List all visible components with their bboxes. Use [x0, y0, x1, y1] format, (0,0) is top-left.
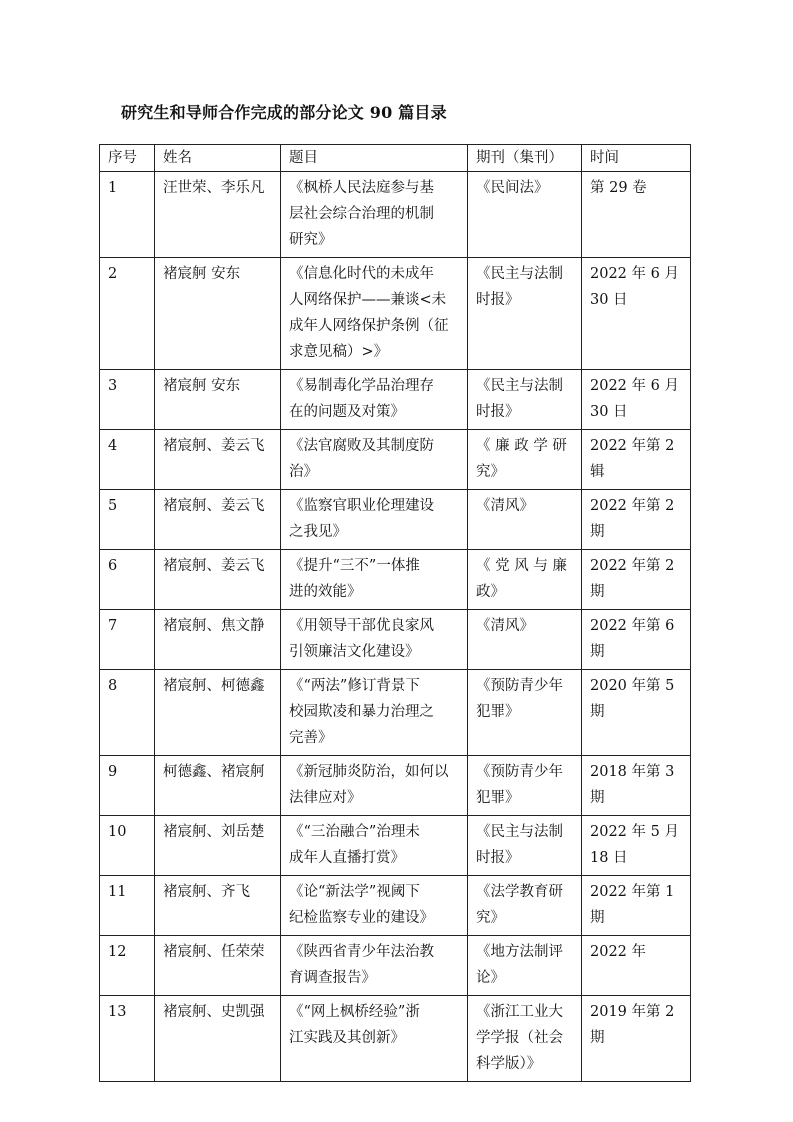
cell-seq: 8 — [100, 670, 155, 756]
table-row — [100, 876, 691, 936]
cell-title: 《监察官职业伦理建设 之我见》 — [281, 490, 468, 550]
table-header-row — [100, 145, 691, 172]
header-seq: 序号 — [100, 145, 155, 172]
cell-journal: 《民主与法制 时报》 — [468, 370, 582, 430]
cell-title: 《“两法”修订背景下 校园欺凌和暴力治理之 完善》 — [281, 670, 468, 756]
table-row — [100, 258, 691, 370]
cell-journal: 《民主与法制 时报》 — [468, 258, 582, 370]
paper-list-table — [99, 144, 691, 1082]
cell-seq: 4 — [100, 430, 155, 490]
cell-journal: 《清风》 — [468, 610, 582, 670]
cell-time: 2022 年第 1 期 — [582, 876, 691, 936]
cell-journal: 《地方法制评 论》 — [468, 936, 582, 996]
cell-time: 2022 年第 2 期 — [582, 490, 691, 550]
document-title: 研究生和导师合作完成的部分论文 90 篇目录 — [121, 103, 447, 122]
table-row — [100, 550, 691, 610]
cell-time: 2022 年 — [582, 936, 691, 996]
cell-journal: 《民主与法制 时报》 — [468, 816, 582, 876]
table-row — [100, 996, 691, 1082]
header-journal: 期刊（集刊） — [468, 145, 582, 172]
cell-seq: 7 — [100, 610, 155, 670]
cell-name: 柯德鑫、褚宸舸 — [155, 756, 281, 816]
cell-journal: 《民间法》 — [468, 172, 582, 258]
cell-title: 《论“新法学”视阈下 纪检监察专业的建设》 — [281, 876, 468, 936]
cell-time: 2019 年第 2 期 — [582, 996, 691, 1082]
cell-title: 《信息化时代的未成年 人网络保护——兼谈<未 成年人网络保护条例（征 求意见稿）>》 — [281, 258, 468, 370]
cell-seq: 12 — [100, 936, 155, 996]
cell-title: 《枫桥人民法庭参与基 层社会综合治理的机制 研究》 — [281, 172, 468, 258]
header-name: 姓名 — [155, 145, 281, 172]
cell-title: 《提升“三不”一体推 进的效能》 — [281, 550, 468, 610]
cell-seq: 1 — [100, 172, 155, 258]
cell-time: 第 29 卷 — [582, 172, 691, 258]
cell-time: 2022 年第 6 期 — [582, 610, 691, 670]
cell-name: 褚宸舸、任荣荣 — [155, 936, 281, 996]
cell-seq: 6 — [100, 550, 155, 610]
cell-journal: 《预防青少年 犯罪》 — [468, 670, 582, 756]
cell-seq: 2 — [100, 258, 155, 370]
table-row — [100, 670, 691, 756]
cell-time: 2022 年第 2 辑 — [582, 430, 691, 490]
table-row — [100, 936, 691, 996]
cell-title: 《“三治融合”治理未 成年人直播打赏》 — [281, 816, 468, 876]
cell-title: 《“网上枫桥经验”浙 江实践及其创新》 — [281, 996, 468, 1082]
cell-seq: 13 — [100, 996, 155, 1082]
cell-journal: 《浙江工业大 学学报（社会 科学版）》 — [468, 996, 582, 1082]
cell-title: 《新冠肺炎防治，如何以 法律应对》 — [281, 756, 468, 816]
header-title: 题目 — [281, 145, 468, 172]
cell-title: 《法官腐败及其制度防 治》 — [281, 430, 468, 490]
cell-name: 褚宸舸、齐飞 — [155, 876, 281, 936]
cell-journal: 《清风》 — [468, 490, 582, 550]
table-row — [100, 610, 691, 670]
cell-title: 《用领导干部优良家风 引领廉洁文化建设》 — [281, 610, 468, 670]
table-row — [100, 756, 691, 816]
cell-name: 褚宸舸、焦文静 — [155, 610, 281, 670]
cell-name: 褚宸舸、柯德鑫 — [155, 670, 281, 756]
cell-journal: 《 党 风 与 廉 政》 — [468, 550, 582, 610]
cell-seq: 11 — [100, 876, 155, 936]
cell-name: 褚宸舸、刘岳楚 — [155, 816, 281, 876]
cell-time: 2022 年 6 月 30 日 — [582, 370, 691, 430]
cell-seq: 5 — [100, 490, 155, 550]
header-time: 时间 — [582, 145, 691, 172]
table-row — [100, 490, 691, 550]
cell-time: 2020 年第 5 期 — [582, 670, 691, 756]
cell-title: 《陕西省青少年法治教 育调查报告》 — [281, 936, 468, 996]
cell-name: 褚宸舸、史凯强 — [155, 996, 281, 1082]
table-row — [100, 430, 691, 490]
table-row — [100, 172, 691, 258]
cell-seq: 10 — [100, 816, 155, 876]
cell-name: 褚宸舸、姜云飞 — [155, 550, 281, 610]
cell-journal: 《法学教育研 究》 — [468, 876, 582, 936]
cell-time: 2022 年 5 月 18 日 — [582, 816, 691, 876]
cell-seq: 3 — [100, 370, 155, 430]
cell-time: 2018 年第 3 期 — [582, 756, 691, 816]
cell-time: 2022 年第 2 期 — [582, 550, 691, 610]
cell-name: 褚宸舸 安东 — [155, 258, 281, 370]
cell-seq: 9 — [100, 756, 155, 816]
cell-name: 褚宸舸 安东 — [155, 370, 281, 430]
cell-name: 汪世荣、李乐凡 — [155, 172, 281, 258]
table-row — [100, 816, 691, 876]
cell-name: 褚宸舸、姜云飞 — [155, 430, 281, 490]
cell-journal: 《预防青少年 犯罪》 — [468, 756, 582, 816]
table-row — [100, 370, 691, 430]
cell-title: 《易制毒化学品治理存 在的问题及对策》 — [281, 370, 468, 430]
cell-time: 2022 年 6 月 30 日 — [582, 258, 691, 370]
cell-journal: 《 廉 政 学 研 究》 — [468, 430, 582, 490]
cell-name: 褚宸舸、姜云飞 — [155, 490, 281, 550]
